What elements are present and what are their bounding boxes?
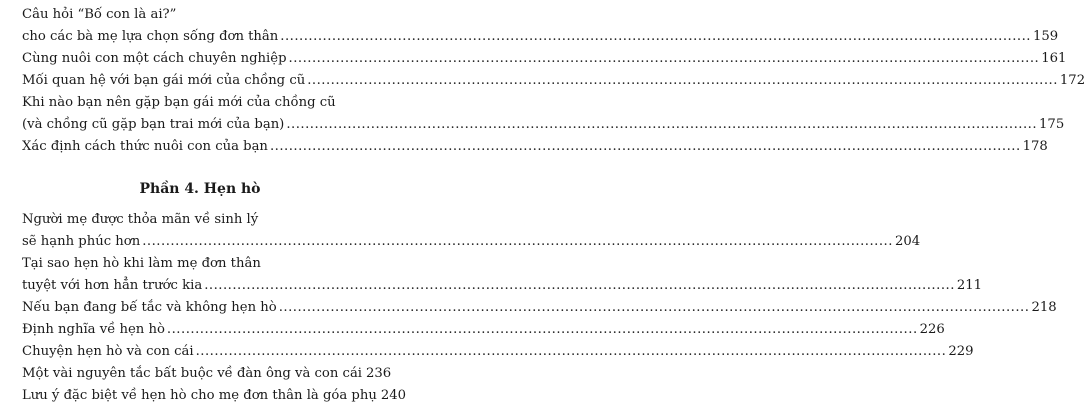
toc-entry-text: Mối quan hệ với bạn gái mới của chồng cũ [22, 73, 306, 88]
toc-page-number: 161 [1041, 51, 1067, 66]
toc-entry [22, 92, 378, 114]
toc-list-top [22, 4, 1085, 158]
dot-leader [307, 70, 1058, 92]
dot-leader [204, 275, 955, 297]
toc-entry [22, 297, 1057, 319]
dot-leader [142, 231, 893, 253]
section-title: Phần 4. Hẹn hò [139, 181, 261, 197]
toc-entry [22, 341, 974, 363]
dot-leader [196, 341, 947, 363]
toc-entry [22, 136, 1048, 158]
toc-entry-text: Lưu ý đặc biệt về hẹn hò cho mẹ đơn thân là góa phụ [22, 388, 377, 403]
toc-entry [22, 209, 378, 231]
dot-leader [286, 114, 1037, 136]
toc-entry [22, 4, 378, 26]
toc-entry-text: Nếu bạn đang bế tắc và không hẹn hò [22, 300, 277, 315]
toc-entry [22, 231, 921, 253]
toc-page-number: 229 [948, 344, 974, 359]
toc-entry-text: Xác định cách thức nuôi con của bạn [22, 139, 268, 154]
toc-list-bottom [22, 209, 1057, 407]
toc-entry-text: Định nghĩa về hẹn hò [22, 322, 165, 337]
toc-entry [22, 48, 1067, 70]
toc-entry-text: cho các bà mẹ lựa chọn sống đơn thân [22, 29, 279, 44]
dot-leader [279, 297, 1030, 319]
toc-entry-text: (và chồng cũ gặp bạn trai mới của bạn) [22, 117, 285, 132]
toc-entry-text: tuyệt với hơn hẳn trước kia [22, 278, 203, 293]
toc-entry-text: sẽ hạnh phúc hơn [22, 234, 141, 249]
toc-entry [22, 363, 392, 385]
toc-page-number: 218 [1031, 300, 1057, 315]
toc-entry [22, 275, 983, 297]
dot-leader [167, 319, 918, 341]
toc-page-number: 178 [1022, 139, 1048, 154]
toc-page-number: 172 [1059, 73, 1085, 88]
toc-entry-text: Chuyện hẹn hò và con cái [22, 344, 194, 359]
dot-leader [270, 136, 1021, 158]
toc-entry [22, 114, 1065, 136]
toc-entry [22, 319, 945, 341]
toc-entry-text: Tại sao hẹn hò khi làm mẹ đơn thân [22, 256, 261, 271]
toc-page-number: 240 [380, 388, 407, 403]
toc-entry-text: Khi nào bạn nên gặp bạn gái mới của chồng cũ [22, 95, 336, 110]
toc-entry [22, 26, 1059, 48]
toc-entry-text: Câu hỏi “Bố con là ai?” [22, 7, 177, 22]
toc-entry [22, 70, 1085, 92]
toc-entry [22, 385, 407, 407]
toc-entry-text: Cùng nuôi con một cách chuyên nghiệp [22, 51, 287, 66]
toc-page-number: 175 [1039, 117, 1065, 132]
toc-page-number: 236 [366, 366, 392, 381]
toc-page-number: 159 [1033, 29, 1059, 44]
toc-entry [22, 253, 378, 275]
toc-page-number: 204 [894, 234, 921, 249]
toc-entry-text: Người mẹ được thỏa mãn về sinh lý [22, 212, 259, 227]
dot-leader [280, 26, 1031, 48]
dot-leader [289, 48, 1040, 70]
toc-page-number: 211 [956, 278, 983, 293]
toc-entry-text: Một vài nguyên tắc bất buộc về đàn ông và con cái [22, 366, 363, 381]
toc-page-number: 226 [919, 322, 945, 337]
